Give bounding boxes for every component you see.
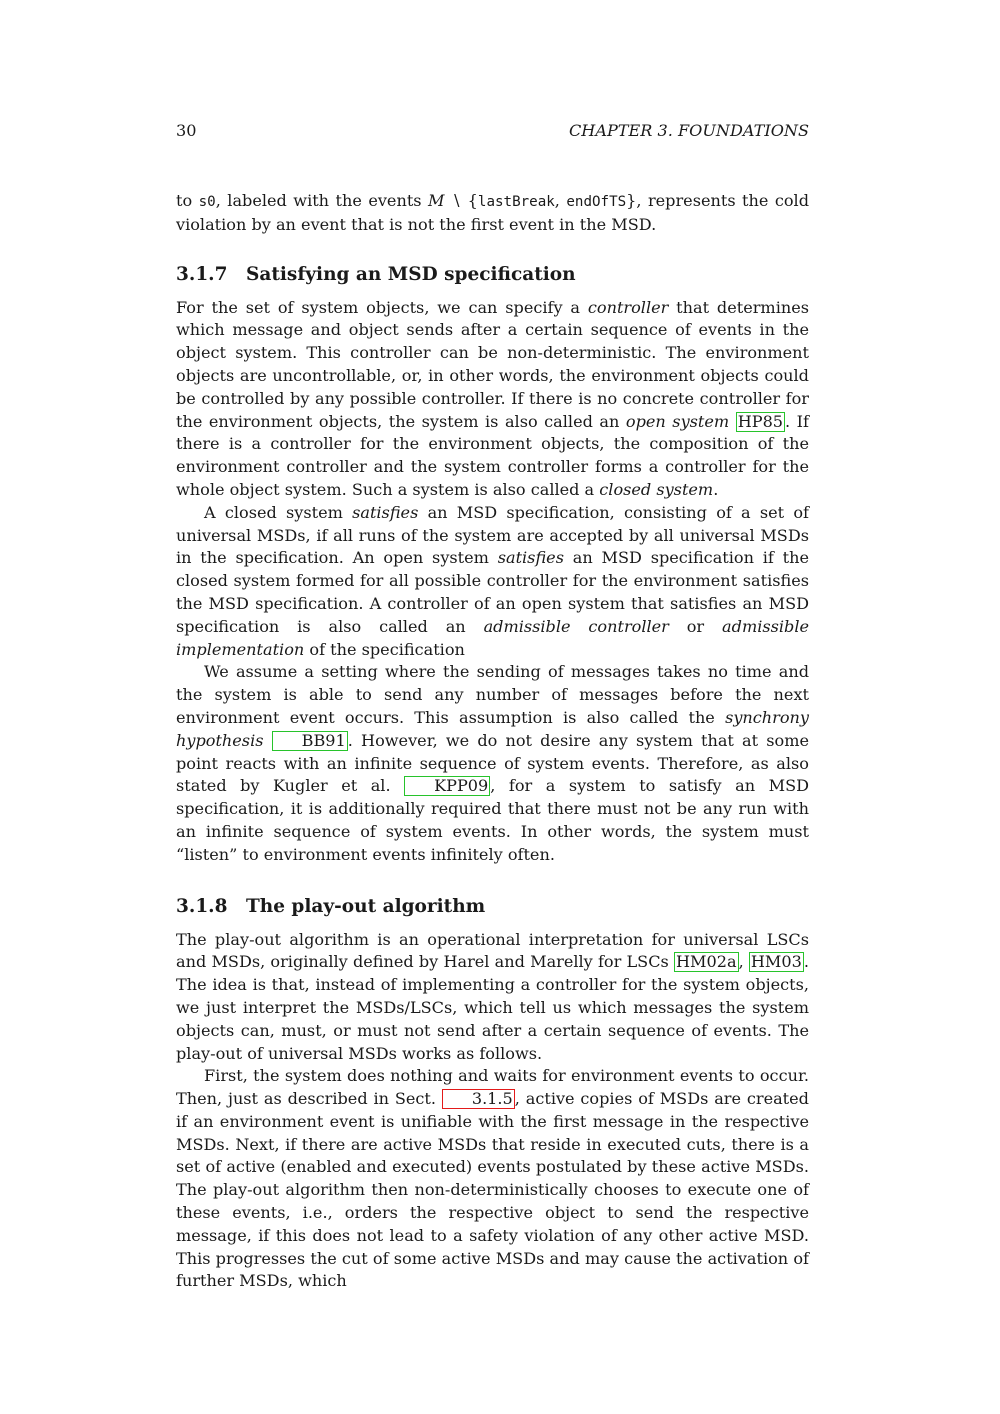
running-header xyxy=(176,120,809,142)
paragraph: First, the system does nothing and waits for environment events to occur. Then, just as described in Sect. 3.1.5 , active copies of MSDs are created if an environment event is unifiable with the first message in the respective MSDs. Next, if there are active MSDs that reside in executed cuts, there is a set of active (enabled and executed) events postulated by these active MSDs. The play-out algorithm then non-deterministically chooses to execute one of these events, i.e., orders the respective object to send the respective message, if this does not lead to a safety violation of any other active MSD. This progresses the cut of some active MSDs and may cause the activation of further MSDs, which xyxy=(176,1066,809,1291)
page-content xyxy=(176,120,809,1293)
section-number: 3.1.8 xyxy=(176,895,228,917)
section-title: Satisfying an MSD specification xyxy=(246,263,576,285)
intro-paragraph: to s0, labeled with the events M ∖ {lastBreak, endOfTS}, represents the cold violation by an event that is not the first event in the MSD. xyxy=(176,191,810,234)
section-heading-3-1-7 xyxy=(176,263,809,287)
citation-link[interactable]: HP85 xyxy=(737,411,784,431)
citation-link[interactable]: HM02a xyxy=(675,952,737,972)
paragraph: For the set of system objects, we can specify a controller that determines which message and object sends after a certain sequence of events in the object system. This controller can be non-deterministic. The environment objects are uncontrollable, or, in other words, the environment objects could be controlled by any possible controller. If there is no concrete controller for the environment objects, the system is also called an open system HP85 . If there is a controller for the environment objects, the composition of the environment controller and the system controller forms a controller for the whole object system. Such a system is also called a closed system. xyxy=(176,297,809,499)
page-number: 30 xyxy=(176,121,197,140)
chapter-title: CHAPTER 3. FOUNDATIONS xyxy=(568,121,809,140)
citation-link[interactable]: BB91 xyxy=(272,731,348,751)
section-heading-3-1-8 xyxy=(176,895,809,919)
paragraph: A closed system satisfies an MSD specification, consisting of a set of universal MSDs, if all runs of the system are accepted by all universal MSDs in the specification. An open system satisfies an MSD specification if the closed system formed for all possible controller for the environment satisfies the MSD specification. A controller of an open system that satisfies an MSD specification is also called an admissible controller or admissible implementation of the specification xyxy=(176,502,809,659)
section-reference-link[interactable]: 3.1.5 xyxy=(442,1089,515,1109)
citation-link[interactable]: KPP09 xyxy=(404,776,490,796)
paragraph: We assume a setting where the sending of messages takes no time and the system is able to send any number of messages before the next environment event occurs. This assumption is also called the synchrony hypothesis BB91 . However, we do not desire any system that at some point reacts with an infinite sequence of system events. Therefore, as also stated by Kugler et al. KPP09 , for a system to satisfy an MSD specification, it is additionally required that there must not be any run with an infinite sequence of system events. In other words, the system must “listen” to environment events infinitely often. xyxy=(176,662,810,864)
section-number: 3.1.7 xyxy=(176,263,228,285)
section-title: The play-out algorithm xyxy=(246,895,486,917)
citation-link[interactable]: HM03 xyxy=(750,952,802,972)
paragraph: The play-out algorithm is an operational interpretation for universal LSCs and MSDs, originally defined by Harel and Marelly for LSCs HM02a , HM03 . The idea is that, instead of implementing a controller for the system objects, we just interpret the MSDs/LSCs, which tell us which messages the system objects can, must, or must not send after a certain sequence of events. The play-out of universal MSDs works as follows. xyxy=(176,929,810,1063)
